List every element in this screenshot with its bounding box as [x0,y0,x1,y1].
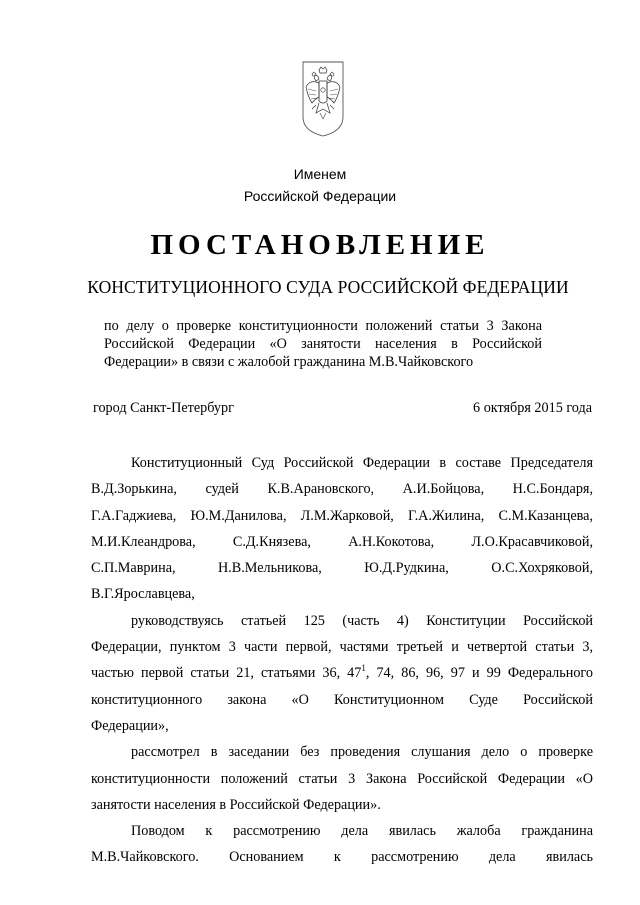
body-line: В.Г.Ярославцева, [91,586,195,603]
body-line: М.И.Клеандрова, С.Д.Князева, А.Н.Кокотова, Л.О.Красавчиковой, [91,533,593,550]
body-line: рассмотрел в заседании без проведения слушания дело о проверке [131,744,593,761]
body-line: М.В.Чайковского. Основанием к рассмотрению дела явилась [91,849,593,866]
place-and-date [93,400,592,417]
document-body [91,450,593,871]
body-text-segment: частью первой статьи 21, статьями 36, 47 [91,665,362,682]
body-line: С.П.Маврина, Н.В.Мельникова, Ю.Д.Рудкина, О.С.Хохряковой, [91,560,593,577]
document-title: ПОСТАНОВЛЕНИЕ [150,229,490,261]
body-line: Федерации», [91,717,169,734]
date: 6 октября 2015 года [473,400,592,416]
body-line: Федерации, пунктом 3 части первой, частями третьей и четвертой статьи 3, [91,639,593,656]
case-matter-line: по делу о проверке конституционности положений статьи 3 Закона [104,318,542,334]
header-line-1: Именем [293,166,347,182]
coat-of-arms-emblem [302,61,344,137]
case-matter-line: Российской Федерации «О занятости населения в Российской [104,336,542,352]
place: город Санкт-Петербург [93,400,234,416]
body-line: В.Д.Зорькина, судей К.В.Арановского, А.И.Бойцова, Н.С.Бондаря, [91,481,593,498]
body-line: Поводом к рассмотрению дела явилась жалоба гражданина [131,823,593,840]
body-line: Конституционный Суд Российской Федерации в составе Председателя [131,455,593,471]
body-line: занятости населения в Российской Федерации». [91,796,381,813]
body-line: Г.А.Гаджиева, Ю.М.Данилова, Л.М.Жарковой, Г.А.Жилина, С.М.Казанцева, [91,507,593,524]
case-matter [104,317,542,371]
body-line: конституционности положений статьи 3 Закона Российской Федерации «О [91,770,593,787]
body-line [91,660,593,686]
header-line-2: Российской Федерации [243,188,397,204]
document-subtitle: КОНСТИТУЦИОННОГО СУДА РОССИЙСКОЙ ФЕДЕРАЦИИ [87,277,569,297]
case-matter-line: Федерации» в связи с жалобой гражданина М.В.Чайковского [104,354,474,370]
body-line: конституционного закона «О Конституционном Суде Российской [91,691,593,708]
body-line: руководствуясь статьей 125 (часть 4) Конституции Российской [131,612,593,629]
superscript: 1 [361,663,366,674]
body-text-segment: , 74, 86, 96, 97 и 99 Федерального [365,665,593,682]
